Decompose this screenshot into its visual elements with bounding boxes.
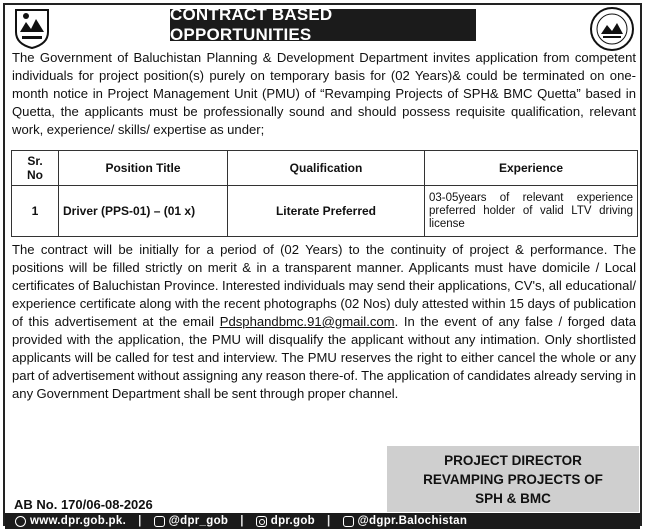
footer-facebook[interactable] [343, 515, 468, 527]
twitter-text: @dpr_gob [168, 515, 229, 527]
footer-twitter[interactable] [154, 515, 229, 527]
positions-table [11, 150, 638, 237]
terms-text-part1: The contract will be initially for a period of (02 Years) to the continuity of project & performance. The positions will be filled strictly on merit & in a transparent manner. Applicants must have domicile / Local certificates of Baluchistan Province. Interested individuals may send their applications, CV's, all educational/ experience certificate along with the recent photographs (02 Nos) duly attested within 15 days of publication of this advertisement at the email [12, 242, 636, 329]
footer-bar [5, 513, 640, 529]
government-emblem-icon [12, 6, 52, 50]
header-sr-line1: Sr. [27, 154, 43, 168]
footer-website[interactable] [15, 515, 126, 527]
intro-line: The Government of Baluchistan Planning & Development Department invites application from competent [12, 50, 636, 65]
page-title: CONTRACT BASED OPPORTUNITIES [170, 9, 476, 41]
footer-instagram[interactable] [256, 515, 315, 527]
table-row [12, 186, 638, 237]
cell-position: Driver (PPS-01) – (01 x) [59, 186, 228, 237]
footer-separator: | [138, 515, 142, 527]
header-qualification: Qualification [228, 151, 425, 186]
globe-icon [15, 516, 26, 527]
cell-sr: 1 [12, 186, 59, 237]
website-text: www.dpr.gob.pk. [30, 515, 127, 527]
header-experience: Experience [425, 151, 638, 186]
header-sr-line2: No [27, 168, 43, 182]
header-sr-no [12, 151, 59, 186]
director-line3: SPH & BMC [475, 490, 551, 506]
department-seal-icon [589, 6, 635, 52]
intro-line: month notice in Project Management Unit (PMU) of “Revamping Projects of SPH& BMC Quetta” based in [12, 86, 636, 101]
project-director-box [387, 446, 639, 512]
facebook-icon [343, 516, 354, 527]
cell-qualification: Literate Preferred [228, 186, 425, 237]
terms-text-part2: . In the event of any false / forged data provided with the application, the PMU will disqualify the applicant without any intimation. Only shortlisted applicants will be called for test and interview. The PMU reserves the right to either cancel the whole or any part of advertisement without assigning any reason there-of. The application of candidates already serving in any Government Department shall be sent through proper channel. [12, 314, 636, 401]
cell-experience: 03-05years of relevant experience preferred holder of valid LTV driving license [425, 186, 638, 237]
instagram-text: dpr.gob [270, 515, 316, 527]
intro-line: work, experience/ skills/ expertise as under; [12, 122, 265, 137]
director-line1: PROJECT DIRECTOR [444, 452, 582, 468]
intro-paragraph [12, 49, 636, 139]
advertisement-number: AB No. 170/06-08-2026 [14, 497, 153, 512]
facebook-text: @dgpr.Balochistan [357, 515, 468, 527]
footer-separator: | [327, 515, 331, 527]
director-line2: REVAMPING PROJECTS OF [423, 471, 603, 487]
header-position: Position Title [59, 151, 228, 186]
email-link[interactable]: Pdsphandbmc.91@gmail.com [219, 314, 395, 329]
twitter-icon [154, 516, 165, 527]
intro-line: individuals for project position(s) purely on temporary basis for (02 Years)& could be terminated on one- [12, 68, 636, 83]
intro-line: Quetta, the applicants must be professionally sound and should possess requisite qualification, relevant [12, 104, 636, 119]
instagram-icon [256, 516, 267, 527]
terms-paragraph [12, 241, 636, 403]
table-header-row [12, 151, 638, 186]
footer-separator: | [240, 515, 244, 527]
